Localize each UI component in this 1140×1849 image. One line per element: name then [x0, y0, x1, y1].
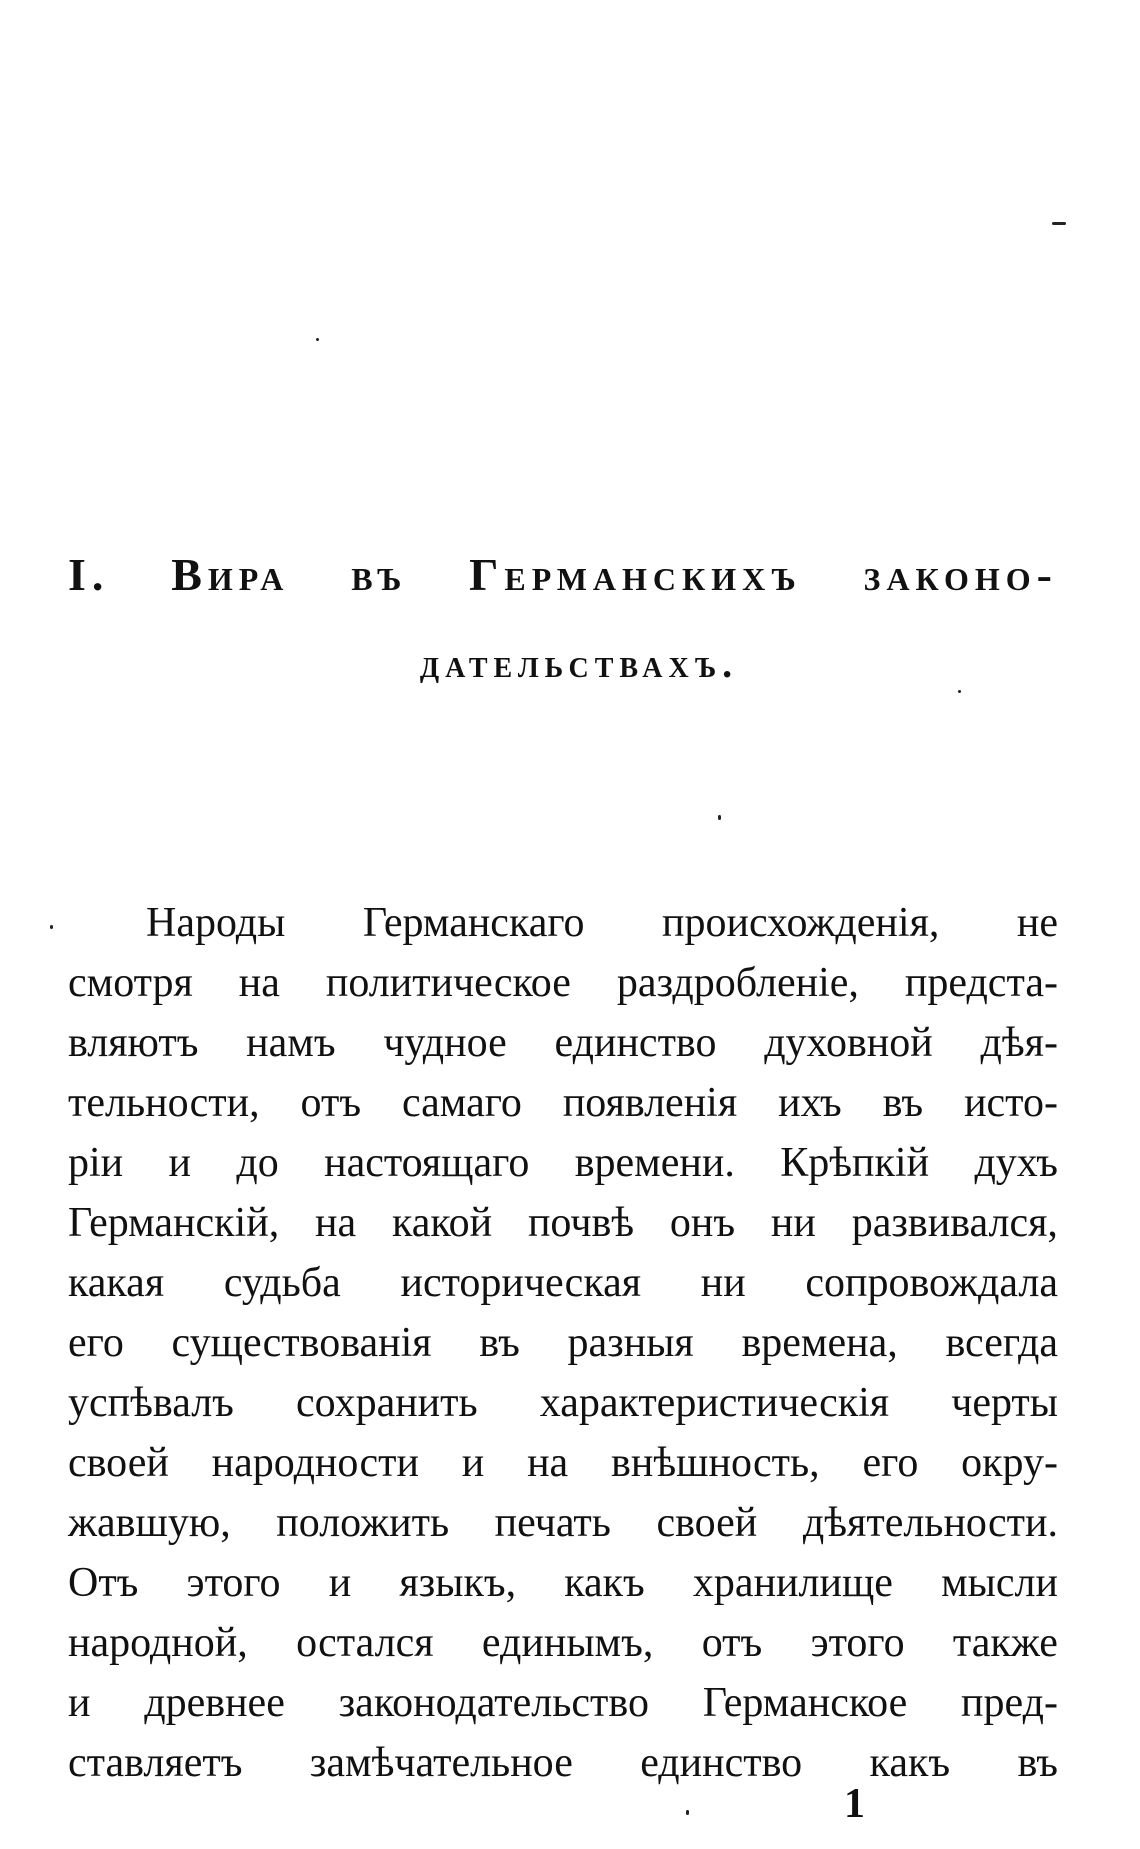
word: разныя — [567, 1320, 694, 1366]
scan-speck — [958, 690, 961, 693]
word: его — [68, 1320, 124, 1366]
text-line — [68, 1493, 1058, 1553]
word: единство — [640, 1740, 803, 1786]
text-line — [68, 1553, 1058, 1613]
word: почвѣ — [527, 1200, 635, 1246]
word: до — [236, 1140, 279, 1186]
word: ріи — [68, 1140, 124, 1186]
word: происхожденія, — [662, 900, 940, 946]
text-line — [68, 1433, 1058, 1493]
word: существованія — [171, 1320, 432, 1366]
word: не — [1016, 900, 1058, 946]
word: тельности, — [68, 1080, 260, 1126]
word: ни — [770, 1200, 816, 1246]
word: печать — [494, 1500, 611, 1546]
word: въ — [479, 1320, 520, 1366]
text-line — [68, 1313, 1058, 1373]
text-line — [68, 1613, 1058, 1673]
word: какъ — [869, 1740, 951, 1786]
word: политическое — [325, 960, 571, 1006]
word: времена, — [741, 1320, 898, 1366]
word: хранилище — [692, 1560, 893, 1606]
text-line — [68, 1373, 1058, 1433]
word: смотря — [68, 960, 193, 1006]
text-line — [68, 1193, 1058, 1253]
scan-speck — [50, 925, 53, 929]
word: жавшую, — [68, 1500, 231, 1546]
word: Крѣпкій — [780, 1140, 930, 1186]
word: этого — [810, 1620, 905, 1666]
word: характеристическія — [539, 1380, 890, 1426]
text-line — [68, 1733, 1058, 1793]
text-line — [68, 1673, 1058, 1733]
word: внѣшность, — [611, 1440, 820, 1486]
word: отъ — [300, 1080, 362, 1126]
word: судьба — [223, 1260, 341, 1306]
word: какая — [68, 1260, 165, 1306]
word: пред- — [961, 1680, 1058, 1726]
word: остался — [296, 1620, 434, 1666]
word: всегда — [945, 1320, 1058, 1366]
word: предста- — [904, 960, 1058, 1006]
word: дѣя- — [980, 1020, 1058, 1066]
word: древнее — [144, 1680, 285, 1726]
word: вляютъ — [68, 1020, 199, 1066]
scan-speck — [316, 338, 319, 341]
word: и — [168, 1140, 191, 1186]
scan-speck — [1052, 222, 1066, 225]
word: какой — [391, 1200, 493, 1246]
text-line — [68, 1013, 1058, 1073]
body-paragraph — [68, 893, 1058, 1793]
word: законодательство — [338, 1680, 649, 1726]
word: этого — [186, 1560, 281, 1606]
word: въ — [1017, 1740, 1058, 1786]
word: сопровождала — [805, 1260, 1058, 1306]
chapter-heading-line2: дательствахъ. — [419, 641, 739, 686]
word: мысли — [941, 1560, 1058, 1606]
word: историческая — [400, 1260, 642, 1306]
text-line — [68, 953, 1058, 1013]
text-line — [68, 1073, 1058, 1133]
heading-word: Германскихъ — [469, 549, 802, 600]
heading-word: законо- — [863, 549, 1058, 600]
word: его — [862, 1440, 919, 1486]
word: чудное — [383, 1020, 507, 1066]
word: языкъ, — [399, 1560, 517, 1606]
word: единство — [554, 1020, 717, 1066]
heading-word: въ — [351, 549, 408, 600]
text-line — [68, 1133, 1058, 1193]
word: настоящаго — [324, 1140, 530, 1186]
word: исто- — [964, 1080, 1058, 1126]
word: духъ — [974, 1140, 1058, 1186]
word: Германское — [702, 1680, 908, 1726]
word: своей — [68, 1440, 169, 1486]
word: онъ — [669, 1200, 736, 1246]
word: на — [527, 1440, 569, 1486]
word: единымъ, — [481, 1620, 654, 1666]
word: развивался, — [851, 1200, 1058, 1246]
word: черты — [951, 1380, 1058, 1426]
word: ихъ — [778, 1080, 842, 1126]
word: времени. — [574, 1140, 735, 1186]
word: духовной — [764, 1020, 933, 1066]
heading-word: I. — [68, 549, 110, 600]
word: Германскаго — [362, 900, 585, 946]
word: успѣвалъ — [68, 1380, 234, 1426]
word: положить — [276, 1500, 450, 1546]
word: на — [238, 960, 280, 1006]
word: раздробленіе, — [616, 960, 859, 1006]
word: въ — [882, 1080, 924, 1126]
page-number: 1 — [844, 1781, 865, 1827]
word: самаго — [401, 1080, 522, 1126]
word: и — [328, 1560, 352, 1606]
word: народности — [211, 1440, 419, 1486]
word: и — [461, 1440, 485, 1486]
word: отъ — [701, 1620, 763, 1666]
word: Германскій, — [68, 1200, 280, 1246]
text-line — [68, 893, 1058, 953]
scan-speck — [718, 815, 721, 820]
scan-speck — [686, 1810, 689, 1815]
word: Отъ — [68, 1560, 139, 1606]
word: и — [68, 1680, 91, 1726]
word: появленія — [562, 1080, 738, 1126]
word: также — [952, 1620, 1058, 1666]
word: сохранить — [295, 1380, 478, 1426]
word: ни — [700, 1260, 746, 1306]
word: какъ — [564, 1560, 645, 1606]
word: своей — [656, 1500, 758, 1546]
word: ставляетъ — [68, 1740, 243, 1786]
word: Народы — [146, 900, 286, 946]
word: замѣчательное — [309, 1740, 573, 1786]
word: дѣятельности. — [802, 1500, 1058, 1546]
word: на — [315, 1200, 357, 1246]
chapter-heading-line1 — [68, 548, 1058, 601]
word: окру- — [961, 1440, 1058, 1486]
word: народной, — [68, 1620, 248, 1666]
word: намъ — [246, 1020, 336, 1066]
text-line — [68, 1253, 1058, 1313]
heading-word: Вира — [171, 549, 290, 600]
